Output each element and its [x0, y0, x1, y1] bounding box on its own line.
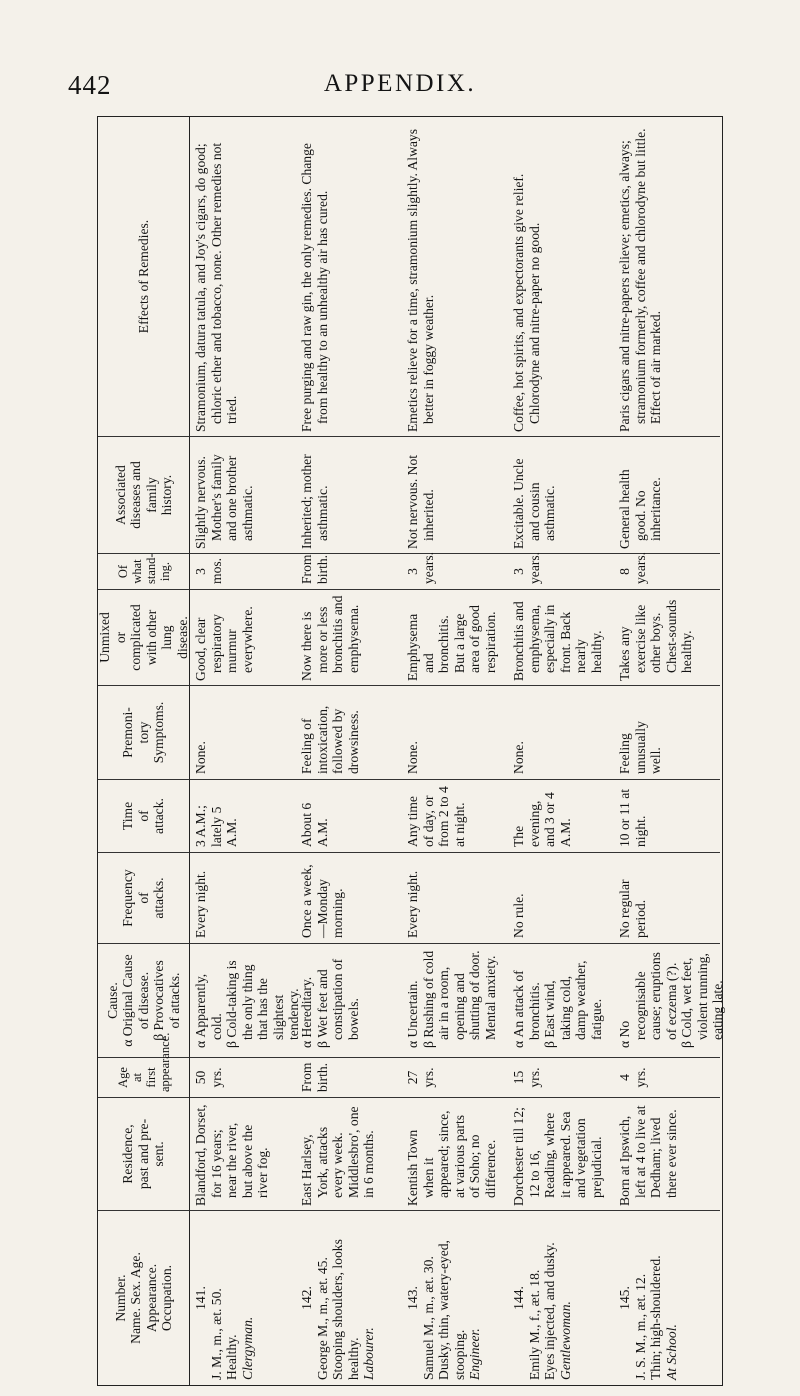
- residence-cell: Dorchester till 12; 12 to 16, Reading, where it appeared. Sea and vegetation prejudicial.: [508, 1097, 614, 1210]
- unmixed-cell: Takes any exercise like other boys. Chest-sounds healthy.: [614, 589, 720, 685]
- patient-appearance: Healthy.: [224, 1334, 239, 1380]
- header-text: with other: [143, 609, 159, 666]
- header-text: of disease.: [135, 971, 151, 1030]
- premonitory-cell: None.: [190, 685, 296, 779]
- cause-provocative: β Wet feet and constipation of bowels.: [314, 958, 361, 1048]
- header-time-of-attack: [98, 779, 190, 852]
- associated-cell: Slightly nervous. Mother's family and one brother asthmatic.: [190, 436, 296, 553]
- cause-provocative: β Cold, wet feet, violent running, eating late.: [679, 953, 725, 1048]
- cause-cell: [296, 943, 402, 1057]
- age-first-cell: 50 yrs.: [190, 1057, 296, 1097]
- cause-cell: [508, 943, 614, 1057]
- residence-cell: Born at Ipswich, left at 4 to live at Dedham; lived there ever since.: [614, 1097, 720, 1210]
- header-text: of: [135, 810, 151, 822]
- age-first-cell: From birth.: [296, 1057, 402, 1097]
- patient-appearance: Stooping shoulders, looks healthy.: [330, 1239, 361, 1380]
- cause-provocative: β Cold-taking is the only thing that has the slightest tendency.: [224, 960, 301, 1048]
- patient-occupation: Labourer.: [361, 1327, 376, 1380]
- case-number: 145.: [617, 1286, 632, 1310]
- patient-cell: [402, 1210, 508, 1385]
- residence-cell: Kentish Town when it appeared; since, at various parts of Soho; no difference.: [402, 1097, 508, 1210]
- residence-cell: East Harlsey, York, attacks every week. Middlesbro', one in 6 months.: [296, 1097, 402, 1210]
- patient-name: Emily M., f., æt. 18.: [526, 1269, 542, 1380]
- header-text: Residence,: [120, 1124, 136, 1184]
- patient-occupation: Engineer.: [467, 1328, 482, 1380]
- cause-original: α Hereditary.: [299, 976, 314, 1048]
- header-text: attacks.: [151, 877, 167, 919]
- patient-name: J. M., m., æt. 50.: [208, 1288, 224, 1380]
- header-text: appearance.: [157, 1032, 172, 1092]
- patient-occupation: At School.: [663, 1324, 679, 1380]
- header-text: history.: [159, 474, 174, 516]
- effects-cell: Paris cigars and nitre-papers relieve; emetics, always; stramonium formerly, coffee and chlorodyne but little. Effect of air marked.: [617, 128, 663, 432]
- duration-cell: From birth.: [296, 553, 402, 589]
- header-text: Appearance.: [143, 1263, 159, 1333]
- patient-occupation: Gentlewoman.: [557, 1301, 573, 1380]
- unmixed-cell: Bronchitis and emphysema, especially in front. Back nearly healthy.: [508, 589, 614, 685]
- cause-cell: [190, 943, 301, 1057]
- age-first-cell: 15 yrs.: [508, 1057, 614, 1097]
- header-text: attack.: [151, 798, 167, 834]
- effects-cell: Emetics relieve for a time, stramonium slightly. Always better in foggy weather.: [405, 128, 436, 432]
- header-text: Cause.: [104, 982, 120, 1019]
- duration-cell: 3 mos.: [190, 553, 296, 589]
- header-text: lung: [159, 625, 174, 650]
- time-cell: 10 or 11 at night.: [614, 779, 720, 852]
- header-text: Of what stand-: [115, 553, 158, 584]
- asthma-case-table: [97, 116, 723, 1386]
- effects-cell: Stramonium, datura tatula, and Joy's cigars, do good; chloric ether and tobacco, none. Other remedies not tried.: [193, 142, 239, 432]
- duration-cell: 8 years.: [614, 553, 720, 589]
- cause-provocative: β East wind, taking cold, damp weather, fatigue.: [542, 960, 604, 1048]
- time-cell: The evening, and 3 or 4 A.M.: [508, 779, 614, 852]
- header-text: Effects of Remedies.: [135, 219, 151, 334]
- header-text: Age at first: [115, 1067, 158, 1088]
- header-text: Unmixed: [97, 612, 112, 663]
- header-text: ing.: [157, 561, 172, 582]
- premonitory-cell: Feeling unusually well.: [614, 685, 720, 779]
- header-text: Time: [120, 801, 136, 831]
- case-number: 141.: [193, 1286, 208, 1310]
- duration-cell: 3 years.: [402, 553, 508, 589]
- cause-original: α Apparently, cold.: [193, 973, 224, 1048]
- header-text: Frequency: [120, 869, 136, 927]
- frequency-cell: Every night.: [402, 852, 508, 943]
- frequency-cell: No rule.: [508, 852, 614, 943]
- frequency-cell: Every night.: [190, 852, 296, 943]
- header-text: Name. Sex. Age.: [128, 1252, 143, 1344]
- header-cause: [98, 943, 190, 1057]
- premonitory-cell: None.: [402, 685, 508, 779]
- unmixed-cell: Good, clear respiratory murmur everywhere.: [190, 589, 296, 685]
- patient-appearance: Eyes injected, and dusky.: [542, 1242, 557, 1380]
- cause-cell: [402, 943, 508, 1057]
- patient-name: J. S. M., m., æt. 12.: [632, 1273, 648, 1380]
- patient-name: Samuel M., m., æt. 30.: [420, 1256, 436, 1380]
- frequency-cell: No regular period.: [614, 852, 720, 943]
- header-age-first-appearance: [98, 1032, 190, 1097]
- header-text: complicated: [128, 604, 143, 671]
- time-cell: About 6 A.M.: [296, 779, 402, 852]
- cause-original: α An attack of bronchitis.: [511, 970, 542, 1048]
- header-text: of: [135, 892, 151, 904]
- header-text: α Original Cause: [120, 954, 136, 1047]
- cause-cell: [614, 943, 725, 1057]
- case-number: 142.: [299, 1286, 314, 1310]
- header-text: β Provocatives: [151, 960, 167, 1041]
- patient-cell: [190, 1210, 296, 1385]
- case-number: 143.: [405, 1286, 420, 1310]
- duration-cell: 3 years.: [508, 553, 614, 589]
- frequency-cell: Once a week, —Monday morning.: [296, 852, 402, 943]
- header-text: of attacks.: [166, 972, 182, 1029]
- header-text: diseases and family: [128, 461, 159, 529]
- unmixed-cell: Now there is more or less bronchitis and emphysema.: [296, 589, 402, 685]
- patient-occupation: Clergyman.: [239, 1316, 255, 1380]
- header-text: disease.: [174, 616, 190, 659]
- table-grid: [97, 117, 725, 1385]
- header-text: Associated: [112, 465, 128, 525]
- page-number: 442: [68, 70, 112, 100]
- patient-cell: [614, 1210, 720, 1385]
- cause-original: α No recognisable cause; eruptions of eczema (?).: [617, 952, 679, 1048]
- residence-cell: Blandford, Dorset, for 16 years; near the river, but above the river fog.: [190, 1097, 296, 1210]
- header-premonitory-symptoms: [98, 685, 190, 779]
- header-associated-diseases: [98, 436, 190, 553]
- header-text: Number.: [112, 1274, 128, 1322]
- age-first-cell: 27 yrs.: [402, 1057, 508, 1097]
- header-effects-of-remedies: [98, 117, 190, 436]
- premonitory-cell: None.: [508, 685, 614, 779]
- patient-appearance: Dusky, thin, watery-eyed, stooping.: [436, 1240, 467, 1380]
- header-text: past and pre-: [135, 1118, 151, 1190]
- header-patient: [98, 1210, 190, 1385]
- header-text: sent.: [151, 1141, 167, 1167]
- header-text: Premoni-: [120, 707, 136, 758]
- header-text: Symptoms.: [151, 701, 167, 764]
- associated-cell: General health good. No inheritance.: [614, 436, 720, 553]
- header-duration: [98, 553, 190, 589]
- patient-appearance: Thin; high-shouldered.: [648, 1255, 663, 1380]
- time-cell: Any time of day, or from 2 to 4 at night.: [402, 779, 508, 852]
- cause-provocative: β Rushing of cold air in a room, opening and shutting of door. Mental anxiety.: [420, 950, 498, 1048]
- running-head: APPENDIX.: [323, 70, 477, 97]
- unmixed-cell: Emphysema and bronchitis. But a large area of good respiration.: [402, 589, 508, 685]
- effects-cell: Coffee, hot spirits, and expectorants give relief. Chlorodyne and nitre-paper no good.: [511, 173, 542, 432]
- associated-cell: Not nervous. Not inherited.: [402, 436, 508, 553]
- patient-name: George M., m., æt. 45.: [314, 1257, 330, 1380]
- associated-cell: Inherited; mother asthmatic.: [296, 436, 402, 553]
- cause-original: α Uncertain.: [405, 980, 420, 1048]
- patient-cell: [296, 1210, 402, 1385]
- case-number: 144.: [511, 1286, 526, 1310]
- header-text: Occupation.: [159, 1264, 174, 1332]
- header-text: tory: [135, 721, 151, 744]
- header-residence: [98, 1097, 190, 1210]
- time-cell: 3 A.M.; lately 5 A.M.: [190, 779, 296, 852]
- header-unmixed-or-complicated: [98, 589, 190, 685]
- patient-cell: [508, 1210, 614, 1385]
- header-frequency: [98, 852, 190, 943]
- effects-cell: Free purging and raw gin, the only remedies. Change from healthy to an unhealthy air has cured.: [299, 143, 330, 432]
- associated-cell: Excitable. Uncle and cousin asthmatic.: [508, 436, 614, 553]
- header-text: or: [112, 631, 128, 644]
- premonitory-cell: Feeling of intoxication, followed by drowsiness.: [296, 685, 402, 779]
- age-first-cell: 4 yrs.: [614, 1057, 720, 1097]
